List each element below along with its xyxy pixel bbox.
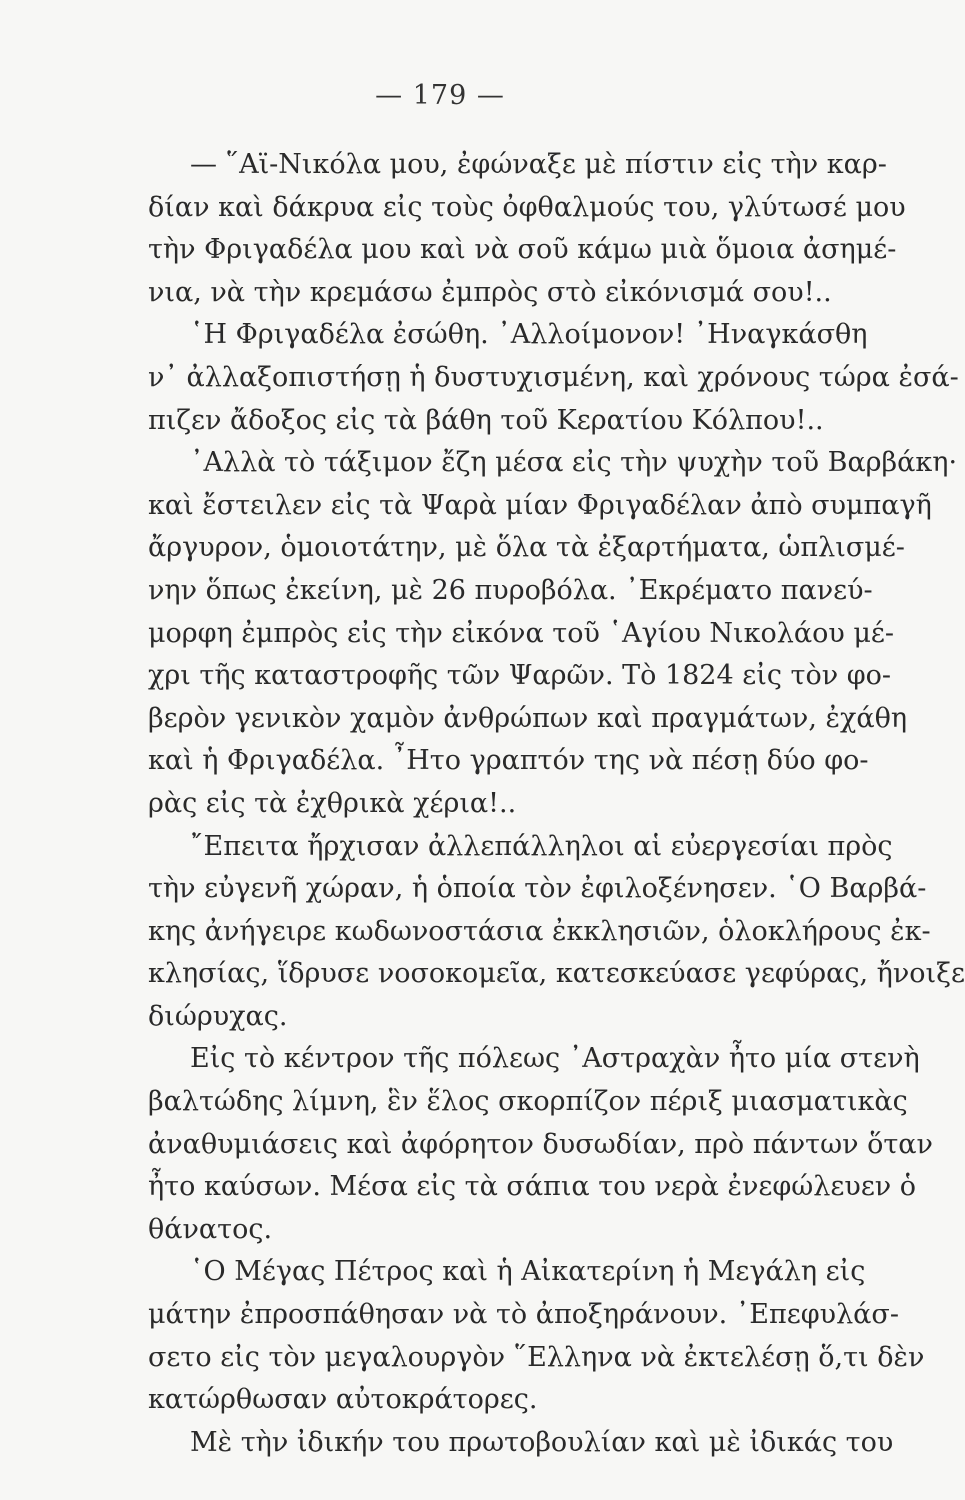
text-line: ῎Επειτα ἤρχισαν ἀλλεπάλληλοι αἱ εὐεργεσίαι πρὸς — [190, 830, 893, 862]
text-line: μάτην ἐπροσπάθησαν νὰ τὸ ἀποξηράνουν. ᾿Επεφυλάσ- — [148, 1299, 899, 1331]
text-line: καὶ ἔστειλεν εἰς τὰ Ψαρὰ μίαν Φριγαδέλαν ἀπὸ συμπαγῆ — [148, 489, 932, 521]
text-line: βαλτώδης λίμνη, ἓν ἕλος σκορπίζον πέριξ μιασματικὰς — [148, 1086, 908, 1118]
text-line: κατώρθωσαν αὐτοκράτορες. — [148, 1384, 538, 1416]
text-line: τὴν Φριγαδέλα μου καὶ νὰ σοῦ κάμω μιὰ ὅμοια ἀσημέ- — [148, 234, 897, 266]
text-line: ἄργυρον, ὁμοιοτάτην, μὲ ὅλα τὰ ἐξαρτήματα, ὡπλισμέ- — [148, 532, 905, 564]
text-line: κης ἀνήγειρε κωδωνοστάσια ἐκκλησιῶν, ὁλοκλήρους ἐκ- — [148, 915, 931, 947]
text-line: δίαν καὶ δάκρυα εἰς τοὺς ὀφθαλμούς του, γλύτωσέ μου — [148, 191, 906, 223]
text-line: πιζεν ἄδοξος εἰς τὰ βάθη τοῦ Κερατίου Κόλπου!.. — [148, 404, 824, 436]
text-line: μορφη ἐμπρὸς εἰς τὴν εἰκόνα τοῦ ῾Αγίου Νικολάου μέ- — [148, 617, 895, 649]
text-line: — ῞Αϊ-Νικόλα μου, ἐφώναξε μὲ πίστιν εἰς τὴν καρ- — [190, 149, 887, 180]
text-line: ἦτο καύσων. Μέσα εἰς τὰ σάπια του νερὰ ἐνεφώλευεν ὁ — [148, 1171, 917, 1203]
text-line: ρὰς εἰς τὰ ἐχθρικὰ χέρια!.. — [148, 787, 517, 819]
text-line: βερὸν γενικὸν χαμὸν ἀνθρώπων καὶ πραγμάτων, ἐχάθη — [148, 702, 908, 734]
body-text — [148, 144, 965, 1464]
text-line: κλησίας, ἵδρυσε νοσοκομεῖα, κατεσκεύασε γεφύρας, ἤνοιξε — [148, 958, 965, 990]
text-line: ᾿Αλλὰ τὸ τάξιμον ἔζη μέσα εἰς τὴν ψυχὴν τοῦ Βαρβάκη· — [190, 447, 958, 479]
text-line: ῾Ο Μέγας Πέτρος καὶ ἡ Αἰκατερίνη ἡ Μεγάλη εἰς — [190, 1256, 866, 1288]
text-line: χρι τῆς καταστροφῆς τῶν Ψαρῶν. Τὸ 1824 εἰς τὸν φο- — [148, 660, 892, 692]
text-line: διώρυχας. — [148, 1000, 288, 1032]
text-line: νια, νὰ τὴν κρεμάσω ἐμπρὸς στὸ εἰκόνισμά σου!.. — [148, 276, 832, 308]
text-line: σετο εἰς τὸν μεγαλουργὸν ῞Ελληνα νὰ ἐκτελέσῃ ὅ,τι δὲν — [148, 1341, 925, 1373]
text-line: Μὲ τὴν ἰδικήν του πρωτοβουλίαν καὶ μὲ ἰδικάς του — [190, 1426, 894, 1458]
text-line: ῾Η Φριγαδέλα ἐσώθη. ᾿Αλλοίμονον! ᾿Ηναγκάσθη — [190, 319, 868, 351]
text-line: ν᾿ ἀλλαξοπιστήσῃ ἡ δυστυχισμένη, καὶ χρόνους τώρα ἐσά- — [148, 361, 959, 393]
text-line: Εἰς τὸ κέντρον τῆς πόλεως ᾿Αστραχὰν ἦτο μία στενὴ — [190, 1043, 920, 1075]
text-line: τὴν εὐγενῆ χώραν, ἡ ὁποία τὸν ἐφιλοξένησεν. ῾Ο Βαρβά- — [148, 873, 927, 905]
text-line: καὶ ἡ Φριγαδέλα. ῏Ητο γραπτόν της νὰ πέσῃ δύο φο- — [148, 745, 869, 777]
text-line: ἀναθυμιάσεις καὶ ἀφόρητον δυσωδίαν, πρὸ πάντων ὅταν — [148, 1128, 933, 1160]
text-line: νην ὅπως ἐκείνη, μὲ 26 πυροβόλα. ᾿Εκρέματο πανεύ- — [148, 574, 873, 606]
text-line: θάνατος. — [148, 1213, 273, 1245]
page-number: — 179 — — [375, 80, 505, 111]
